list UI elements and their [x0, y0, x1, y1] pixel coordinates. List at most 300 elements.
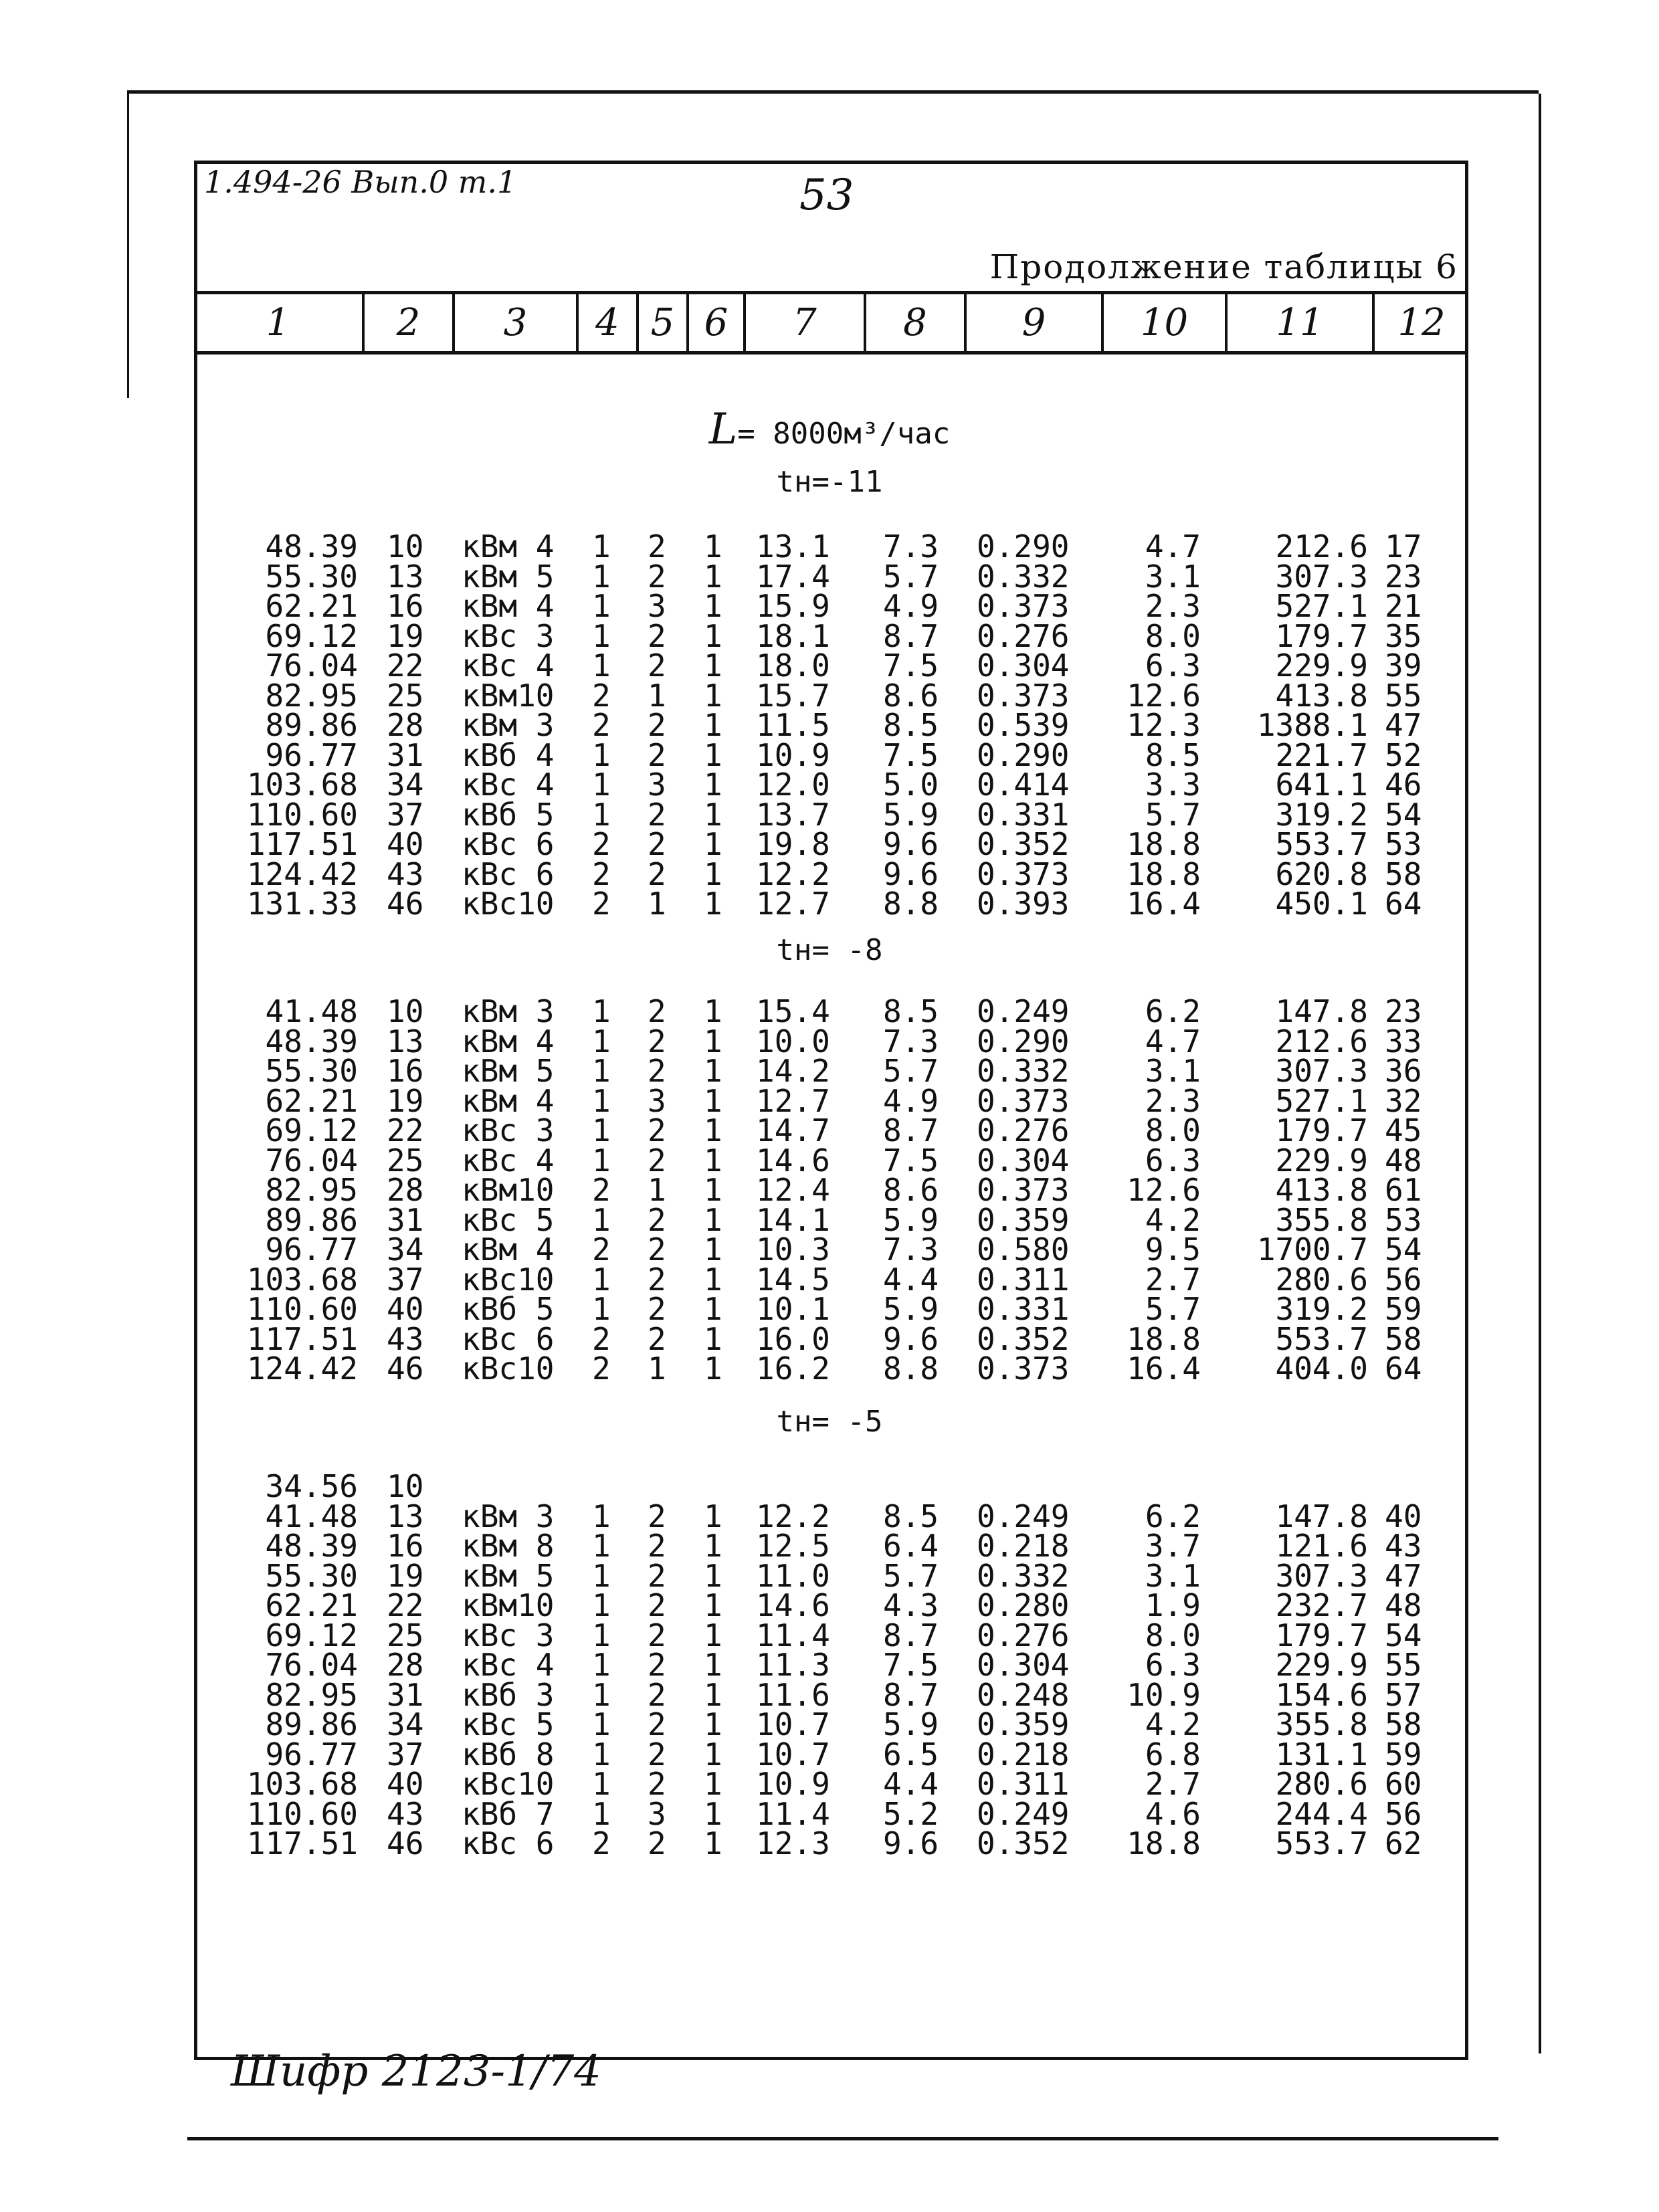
table-cell: 8.5	[883, 1498, 939, 1534]
table-cell: 16.0	[756, 1320, 830, 1357]
table-cell: 12.6	[1127, 1172, 1201, 1208]
table-row	[0, 1172, 1659, 1208]
table-row	[0, 1706, 1659, 1742]
table-cell: 110.60	[246, 1291, 358, 1327]
table-cell: 404.0	[1275, 1350, 1368, 1387]
table-cell: 0.311	[977, 1766, 1070, 1802]
table-cell: 0.580	[977, 1231, 1070, 1268]
table-cell: 179.7	[1275, 1112, 1368, 1148]
table-cell: 13	[387, 1023, 424, 1060]
table-cell: 76.04	[265, 647, 358, 684]
table-cell: 1	[704, 1706, 722, 1742]
table-cell: 0.331	[977, 796, 1070, 833]
table-cell: 8.5	[883, 707, 939, 743]
table-cell: 2	[648, 1201, 666, 1238]
table-cell: 47	[1385, 1557, 1422, 1594]
table-cell: 89.86	[265, 707, 358, 743]
table-cell: 3	[648, 1795, 666, 1832]
table-cell: кВм 3	[462, 707, 555, 743]
table-row	[0, 1676, 1659, 1713]
table-cell: кВб 3	[462, 1676, 555, 1713]
table-cell: 11.6	[756, 1676, 830, 1713]
table-cell: 6.2	[1145, 1498, 1201, 1534]
table-cell: 1	[704, 1082, 722, 1119]
table-cell: 8.6	[883, 1172, 939, 1208]
table-cell: 117.51	[246, 1825, 358, 1862]
table-cell: 1	[704, 736, 722, 773]
table-cell: 69.12	[265, 1112, 358, 1148]
table-cell: 23	[1385, 558, 1422, 595]
table-cell: 37	[387, 1261, 424, 1298]
table-cell: 2	[648, 1023, 666, 1060]
table-cell: 121.6	[1275, 1528, 1368, 1564]
table-cell: 37	[387, 1736, 424, 1773]
table-cell: 12.2	[756, 856, 830, 892]
table-cell: 280.6	[1275, 1766, 1368, 1802]
table-cell: 9.6	[883, 856, 939, 892]
table-cell: 10.7	[756, 1736, 830, 1773]
table-row	[0, 1053, 1659, 1089]
table-cell: кВс 3	[462, 1617, 555, 1653]
table-cell: 1	[648, 1172, 666, 1208]
footer-code: Шифр 2123-1/74	[231, 2047, 601, 2096]
table-cell: 7.3	[883, 1231, 939, 1268]
table-cell: кВс 3	[462, 1112, 555, 1148]
table-cell: 2	[592, 886, 611, 922]
table-cell: 1	[704, 1498, 722, 1534]
table-cell: 5.9	[883, 1201, 939, 1238]
table-cell: 1	[592, 993, 611, 1029]
table-row	[0, 1498, 1659, 1534]
table-cell: 319.2	[1275, 1291, 1368, 1327]
table-cell: 1	[704, 647, 722, 684]
table-cell: кВм 3	[462, 993, 555, 1029]
table-cell: 1	[704, 1528, 722, 1564]
table-cell: 5.2	[883, 1795, 939, 1832]
table-cell: 8.5	[883, 993, 939, 1029]
flow-value: = 8000м³/час	[737, 417, 951, 451]
table-cell: 5.7	[883, 558, 939, 595]
table-cell: 58	[1385, 1320, 1422, 1357]
table-cell: 45	[1385, 1112, 1422, 1148]
table-cell: кВс 4	[462, 647, 555, 684]
table-cell: 1	[592, 1142, 611, 1179]
table-cell: кВм 5	[462, 1053, 555, 1089]
table-cell: 48.39	[265, 1023, 358, 1060]
table-cell: 0.276	[977, 1112, 1070, 1148]
table-cell: 1	[592, 617, 611, 654]
table-cell: 31	[387, 1201, 424, 1238]
table-row	[0, 1587, 1659, 1623]
table-cell: 147.8	[1275, 993, 1368, 1029]
table-cell: 0.539	[977, 707, 1070, 743]
table-cell: 46	[387, 1825, 424, 1862]
table-cell: 1	[704, 826, 722, 862]
table-cell: 0.304	[977, 647, 1070, 684]
column-header: 8	[866, 294, 967, 351]
table-cell: 2	[648, 1112, 666, 1148]
doc-code: 1.494-26 Вып.0 т.1	[204, 164, 517, 200]
table-cell: 103.68	[246, 767, 358, 803]
table-row	[0, 707, 1659, 743]
table-cell: 117.51	[246, 826, 358, 862]
table-cell: 154.6	[1275, 1676, 1368, 1713]
table-cell: кВб 8	[462, 1736, 555, 1773]
table-row	[0, 1142, 1659, 1179]
table-row	[0, 826, 1659, 862]
column-header: 2	[365, 294, 455, 351]
table-cell: 527.1	[1275, 588, 1368, 624]
table-cell: 4.2	[1145, 1706, 1201, 1742]
table-cell: 0.352	[977, 1825, 1070, 1862]
column-header: 12	[1397, 301, 1446, 344]
table-cell: 22	[387, 1112, 424, 1148]
table-cell: 2	[648, 1825, 666, 1862]
table-row	[0, 993, 1659, 1029]
table-cell: 232.7	[1275, 1587, 1368, 1623]
table-cell: 2	[648, 1706, 666, 1742]
air-flow-label	[0, 405, 1659, 454]
table-cell: 10.9	[1127, 1676, 1201, 1713]
table-cell: 2	[648, 1647, 666, 1683]
table-cell: 1	[704, 1201, 722, 1238]
table-cell: 16	[387, 1528, 424, 1564]
table-row	[0, 1795, 1659, 1832]
column-header: 4	[579, 294, 639, 351]
table-cell: 0.373	[977, 677, 1070, 714]
table-cell: 5.9	[883, 1291, 939, 1327]
table-cell: 3.1	[1145, 1053, 1201, 1089]
table-cell: 1	[592, 1795, 611, 1832]
table-cell: кВс 3	[462, 617, 555, 654]
table-cell: 3	[648, 588, 666, 624]
table-cell: 18.1	[756, 617, 830, 654]
table-row	[0, 1766, 1659, 1802]
table-cell: 2.3	[1145, 588, 1201, 624]
table-cell: 14.7	[756, 1112, 830, 1148]
column-header: 5	[639, 294, 689, 351]
table-cell: 124.42	[246, 856, 358, 892]
table-cell: 9.6	[883, 1825, 939, 1862]
table-cell: 43	[1385, 1528, 1422, 1564]
table-cell: 8.8	[883, 1350, 939, 1387]
table-cell: 131.1	[1275, 1736, 1368, 1773]
table-cell: 5.7	[883, 1053, 939, 1089]
table-cell: 1	[648, 886, 666, 922]
table-cell: кВс 6	[462, 1825, 555, 1862]
table-cell: 23	[1385, 993, 1422, 1029]
table-cell: 48	[1385, 1142, 1422, 1179]
table-cell: 1	[704, 1320, 722, 1357]
table-cell: 1	[704, 1557, 722, 1594]
table-cell: 0.311	[977, 1261, 1070, 1298]
table-cell: 8.7	[883, 1617, 939, 1653]
table-row	[0, 588, 1659, 624]
table-cell: 2	[648, 796, 666, 833]
table-row	[0, 1231, 1659, 1268]
table-cell: 0.249	[977, 1498, 1070, 1534]
table-cell: 96.77	[265, 1736, 358, 1773]
table-cell: 2.7	[1145, 1261, 1201, 1298]
table-cell: 14.6	[756, 1587, 830, 1623]
table-cell: 18.8	[1127, 856, 1201, 892]
table-cell: 131.33	[246, 886, 358, 922]
table-cell: 62	[1385, 1825, 1422, 1862]
table-cell: 59	[1385, 1291, 1422, 1327]
table-cell: 5.0	[883, 767, 939, 803]
table-cell: 43	[387, 1320, 424, 1357]
table-row	[0, 1261, 1659, 1298]
table-cell: 32	[1385, 1082, 1422, 1119]
table-cell: 124.42	[246, 1350, 358, 1387]
table-cell: 6.2	[1145, 993, 1201, 1029]
table-cell: 12.4	[756, 1172, 830, 1208]
table-cell: 2	[592, 1231, 611, 1268]
table-cell: 1	[704, 1676, 722, 1713]
table-cell: 4.9	[883, 1082, 939, 1119]
table-cell: 19	[387, 617, 424, 654]
table-cell: 10	[387, 1468, 424, 1504]
table-cell: 8.0	[1145, 1112, 1201, 1148]
table-cell: 1	[704, 1617, 722, 1653]
table-cell: 3.3	[1145, 767, 1201, 803]
table-cell: 0.373	[977, 1172, 1070, 1208]
table-cell: 2	[592, 677, 611, 714]
table-cell: 15.7	[756, 677, 830, 714]
table-cell: 53	[1385, 826, 1422, 862]
table-cell: 1	[592, 588, 611, 624]
table-cell: 55.30	[265, 1557, 358, 1594]
table-cell: 1	[592, 1736, 611, 1773]
table-cell: 2	[648, 1261, 666, 1298]
table-cell: 36	[1385, 1053, 1422, 1089]
table-cell: 0.218	[977, 1528, 1070, 1564]
table-cell: 40	[387, 826, 424, 862]
table-cell: 8.0	[1145, 617, 1201, 654]
column-header-row	[194, 291, 1468, 355]
table-cell: 1	[592, 647, 611, 684]
table-cell: 21	[1385, 588, 1422, 624]
table-cell: 60	[1385, 1766, 1422, 1802]
table-cell: 1	[704, 1172, 722, 1208]
table-cell: 14.5	[756, 1261, 830, 1298]
table-cell: 76.04	[265, 1647, 358, 1683]
table-cell: кВс10	[462, 1261, 555, 1298]
table-cell: 9.5	[1145, 1231, 1201, 1268]
table-cell: 28	[387, 1172, 424, 1208]
table-cell: 16.2	[756, 1350, 830, 1387]
table-cell: кВб 4	[462, 736, 555, 773]
table-cell: 2	[648, 1617, 666, 1653]
table-row	[0, 796, 1659, 833]
table-cell: 7.5	[883, 647, 939, 684]
table-cell: 0.373	[977, 856, 1070, 892]
table-cell: 56	[1385, 1795, 1422, 1832]
table-cell: 527.1	[1275, 1082, 1368, 1119]
table-row	[0, 1557, 1659, 1594]
table-cell: 55	[1385, 1647, 1422, 1683]
table-cell: 89.86	[265, 1706, 358, 1742]
table-cell: 147.8	[1275, 1498, 1368, 1534]
table-cell: 25	[387, 677, 424, 714]
table-cell: 2	[592, 1350, 611, 1387]
table-cell: 307.3	[1275, 1053, 1368, 1089]
table-cell: 1	[704, 1023, 722, 1060]
table-cell: кВс10	[462, 1350, 555, 1387]
table-cell: 3	[648, 1082, 666, 1119]
table-row	[0, 1825, 1659, 1862]
table-cell: 0.218	[977, 1736, 1070, 1773]
table-cell: 46	[387, 886, 424, 922]
table-cell: 8.6	[883, 677, 939, 714]
table-cell: 48.39	[265, 528, 358, 565]
table-cell: 48.39	[265, 1528, 358, 1564]
table-cell: 1	[592, 1498, 611, 1534]
table-cell: 2.7	[1145, 1766, 1201, 1802]
table-cell: 12.7	[756, 1082, 830, 1119]
table-cell: кВб 7	[462, 1795, 555, 1832]
table-cell: 89.86	[265, 1201, 358, 1238]
table-cell: 46	[1385, 767, 1422, 803]
table-cell: 0.352	[977, 826, 1070, 862]
table-cell: 1	[592, 736, 611, 773]
table-cell: 229.9	[1275, 647, 1368, 684]
table-cell: 1	[704, 1291, 722, 1327]
table-cell: 54	[1385, 796, 1422, 833]
table-cell: 13.1	[756, 528, 830, 565]
table-cell: 3	[648, 767, 666, 803]
table-cell: 35	[1385, 617, 1422, 654]
section-title: tн=-11	[776, 465, 883, 499]
table-cell: 8.5	[1145, 736, 1201, 773]
table-cell: 2	[648, 1676, 666, 1713]
table-cell: 15.9	[756, 588, 830, 624]
table-cell: 7.3	[883, 528, 939, 565]
table-row	[0, 1350, 1659, 1387]
table-cell: 2	[592, 1320, 611, 1357]
table-cell: кВм 4	[462, 1082, 555, 1119]
table-cell: 54	[1385, 1231, 1422, 1268]
table-cell: 6.3	[1145, 647, 1201, 684]
table-cell: 17	[1385, 528, 1422, 565]
table-cell: 62.21	[265, 1587, 358, 1623]
table-cell: кВм 4	[462, 1023, 555, 1060]
table-cell: 28	[387, 707, 424, 743]
table-cell: 2	[592, 826, 611, 862]
table-row	[0, 558, 1659, 595]
table-cell: 12.6	[1127, 677, 1201, 714]
table-cell: 13.7	[756, 796, 830, 833]
table-cell: 1	[592, 1587, 611, 1623]
table-cell: 229.9	[1275, 1142, 1368, 1179]
table-cell: 13	[387, 558, 424, 595]
table-cell: 11.4	[756, 1795, 830, 1832]
table-cell: кВм10	[462, 677, 555, 714]
table-cell: 2	[648, 647, 666, 684]
table-cell: 5.7	[1145, 796, 1201, 833]
table-cell: 96.77	[265, 1231, 358, 1268]
table-cell: 22	[387, 1587, 424, 1623]
table-cell: кВб 5	[462, 1291, 555, 1327]
table-cell: 4.4	[883, 1261, 939, 1298]
table-cell: 8.7	[883, 1676, 939, 1713]
table-cell: 1	[592, 1053, 611, 1089]
table-cell: 58	[1385, 856, 1422, 892]
table-row	[0, 1112, 1659, 1148]
table-cell: 19.8	[756, 826, 830, 862]
table-cell: 0.249	[977, 993, 1070, 1029]
table-cell: 64	[1385, 886, 1422, 922]
table-cell: 0.373	[977, 588, 1070, 624]
table-cell: 2	[648, 1320, 666, 1357]
table-cell: 28	[387, 1647, 424, 1683]
table-cell: 55.30	[265, 558, 358, 595]
table-cell: 14.1	[756, 1201, 830, 1238]
table-cell: 3.1	[1145, 1557, 1201, 1594]
table-cell: 69.12	[265, 617, 358, 654]
table-cell: 1	[592, 528, 611, 565]
table-cell: 103.68	[246, 1766, 358, 1802]
table-cell: 40	[387, 1291, 424, 1327]
table-cell: 4.7	[1145, 1023, 1201, 1060]
table-cell: 13	[387, 1498, 424, 1534]
table-cell: 19	[387, 1082, 424, 1119]
table-row	[0, 886, 1659, 922]
table-cell: 82.95	[265, 677, 358, 714]
table-cell: 355.8	[1275, 1706, 1368, 1742]
table-cell: 31	[387, 736, 424, 773]
table-cell: 2	[648, 528, 666, 565]
table-cell: 96.77	[265, 736, 358, 773]
table-cell: 1	[592, 1082, 611, 1119]
table-cell: 59	[1385, 1736, 1422, 1773]
table-cell: 553.7	[1275, 1825, 1368, 1862]
table-cell: 1	[704, 617, 722, 654]
table-cell: кВм 4	[462, 1231, 555, 1268]
table-cell: 4.3	[883, 1587, 939, 1623]
table-cell: 6.5	[883, 1736, 939, 1773]
table-cell: 0.248	[977, 1676, 1070, 1713]
table-cell: 0.332	[977, 1053, 1070, 1089]
table-cell: 34	[387, 767, 424, 803]
table-cell: 0.373	[977, 1350, 1070, 1387]
table-cell: 1	[592, 1528, 611, 1564]
table-cell: 10	[387, 993, 424, 1029]
table-cell: 1	[592, 1766, 611, 1802]
column-header: 11	[1228, 294, 1375, 351]
table-cell: 1	[704, 1112, 722, 1148]
table-cell: 0.290	[977, 1023, 1070, 1060]
table-cell: 9.6	[883, 1320, 939, 1357]
column-header: 9	[967, 294, 1104, 351]
table-cell: 10	[387, 528, 424, 565]
table-cell: 5.9	[883, 796, 939, 833]
table-cell: 1	[704, 677, 722, 714]
column-header: 6	[689, 294, 746, 351]
table-cell: 40	[1385, 1498, 1422, 1534]
table-cell: 7.3	[883, 1023, 939, 1060]
table-cell: 82.95	[265, 1172, 358, 1208]
table-row	[0, 528, 1659, 565]
table-cell: 2	[648, 993, 666, 1029]
table-cell: 10.3	[756, 1231, 830, 1268]
table-cell: 355.8	[1275, 1201, 1368, 1238]
table-cell: 33	[1385, 1023, 1422, 1060]
table-cell: 1	[704, 796, 722, 833]
table-cell: 1	[592, 1201, 611, 1238]
table-row	[0, 856, 1659, 892]
table-cell: 18.0	[756, 647, 830, 684]
